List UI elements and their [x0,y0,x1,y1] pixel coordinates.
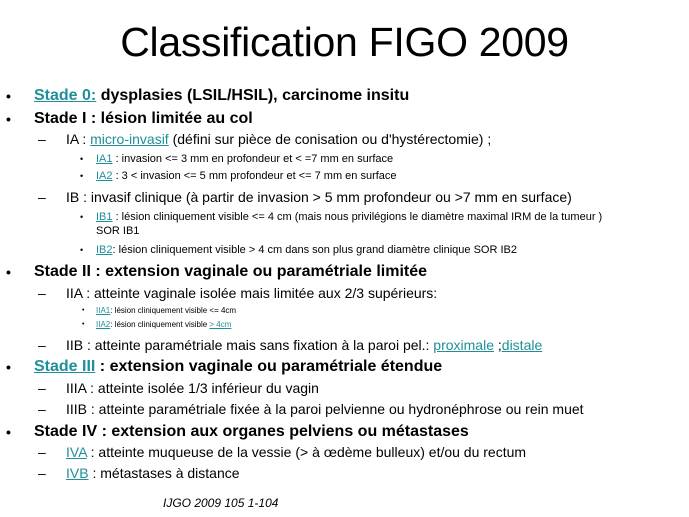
ia2-text: : 3 < invasion <= 5 mm profondeur et <= 7 mm en surface [112,170,397,182]
dash-marker: – [38,401,46,417]
iva-text: : atteinte muqueuse de la vessie (> à œdème bulleux) et/ou du rectum [86,444,527,460]
ia1-text: : invasion <= 3 mm en profondeur et < =7 mm en surface [112,153,394,165]
ivb-text: : métastases à distance [88,465,240,481]
bullet-marker: • [6,264,11,280]
iia1-line [82,305,237,316]
ia-line [38,130,492,148]
proximale-link[interactable]: proximale [433,337,494,353]
stade-4-line [6,422,469,442]
ib2-link[interactable]: IB2 [96,244,113,256]
bullet-marker: • [80,245,84,255]
dash-marker: – [38,444,46,460]
stade-1-text: Stade I : lésion limitée au col [34,110,253,127]
stade-0-text: dysplasies (LSIL/HSIL), carcinome insitu [96,87,410,104]
bullet-marker: • [80,212,84,222]
stade-2-text: Stade II : extension vaginale ou paramétriale limitée [34,263,428,280]
reference-citation: IJGO 2009 105 1-104 [163,496,279,510]
iib-line [38,336,543,354]
iia-text: IIA : atteinte vaginale isolée mais limitée aux 2/3 supérieurs: [66,285,438,301]
iib-text: IIB : atteinte paramétriale mais sans fixation à la paroi pel.: [66,337,434,353]
dash-marker: – [38,189,46,205]
stade-4-text: Stade IV : extension aux organes pelviens ou métastases [34,423,469,440]
iiib-line [38,400,584,418]
iva-link[interactable]: IVA [66,444,87,460]
iia2-line [82,319,232,330]
iva-line [38,443,527,461]
stade-2-line [6,262,428,282]
stade-0-link[interactable]: Stade 0: [34,87,97,104]
dash-marker: – [38,380,46,396]
ib1-text: : lésion cliniquement visible <= 4 cm (mais nous privilégions le diamètre maximal IRM de la tumeur ) [112,211,603,223]
stade-0-line [6,86,410,106]
bullet-marker: • [6,111,11,127]
iiia-text: IIIA : atteinte isolée 1/3 inférieur du vagin [66,380,319,396]
bullet-marker: • [82,321,85,328]
stade-3-line [6,357,443,377]
ia1-link[interactable]: IA1 [96,153,113,165]
ib2-line [80,243,517,257]
iia2-link[interactable]: IIA2 [96,320,111,329]
stade-3-text: : extension vaginale ou paramétriale étendue [95,358,443,375]
ib2-text: : lésion cliniquement visible > 4 cm dans son plus grand diamètre clinique SOR IB2 [112,244,517,256]
bullet-marker: • [80,154,84,164]
bullet-marker: • [80,171,84,181]
iiib-text: IIIB : atteinte paramétriale fixée à la paroi pelvienne ou hydronéphrose ou rein muet [66,401,584,417]
iia2-size-link[interactable]: > 4cm [209,320,232,329]
iia-line [38,284,438,302]
iia2-text: : lésion cliniquement visible [110,320,210,329]
ib1-link[interactable]: IB1 [96,211,113,223]
dash-marker: – [38,131,46,147]
ia2-link[interactable]: IA2 [96,170,113,182]
ib1-line [80,210,603,224]
bullet-marker: • [6,88,11,104]
stade-1-line [6,109,253,129]
ivb-link[interactable]: IVB [66,465,89,481]
iia1-text: : lésion cliniquement visible <= 4cm [110,306,237,315]
ia-text: (défini sur pièce de conisation ou d'hystérectomie) ; [168,131,492,147]
bullet-marker: • [82,307,85,314]
ib-text: IB : invasif clinique (à partir de invasion > 5 mm profondeur ou >7 mm en surface) [66,189,572,205]
bullet-marker: • [6,424,11,440]
bullet-marker: • [6,359,11,375]
dash-marker: – [38,285,46,301]
ivb-line [38,464,240,482]
dash-marker: – [38,465,46,481]
iiia-line [38,379,319,397]
stade-3-link[interactable]: Stade III [34,358,96,375]
iia1-link[interactable]: IIA1 [96,306,111,315]
ia-prefix: IA : [66,131,91,147]
ib1-continuation: SOR IB1 [96,225,140,237]
slide-title: Classification FIGO 2009 [120,19,569,65]
ib-line [38,188,572,206]
micro-invasif-link[interactable]: micro-invasif [90,131,169,147]
distale-link[interactable]: distale [501,337,543,353]
ia2-line [80,169,397,183]
ia1-line [80,152,394,166]
dash-marker: – [38,337,46,353]
iib-separator: ; [494,337,502,353]
